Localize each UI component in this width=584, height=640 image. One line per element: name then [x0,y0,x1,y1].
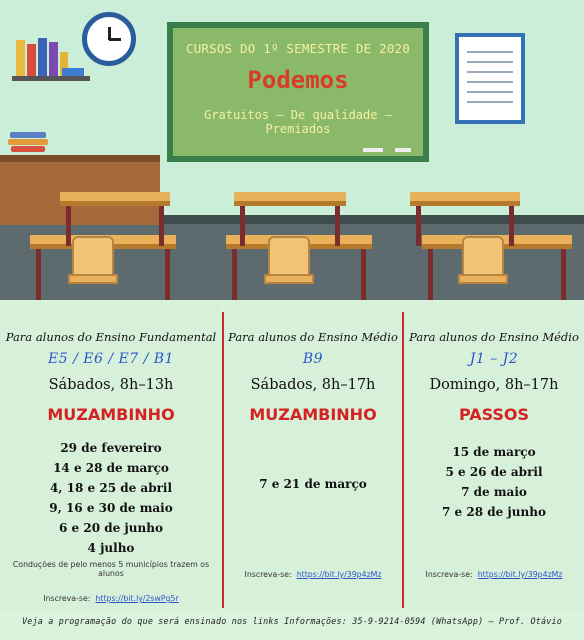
book [62,68,84,76]
column-medio-j [404,302,584,610]
signup-link[interactable]: https://bit.ly/2swPg5r [95,594,179,603]
signup-link[interactable]: https://bit.ly/39p4zMz [477,570,563,579]
board-subtitle: Gratuitos – De qualidade – Premiados [204,108,392,136]
schedule: Domingo, 8h–17h [429,377,559,393]
signup-label: Inscreva-se: [43,594,91,603]
date-item: 7 e 21 de março [259,477,367,491]
date-item: 29 de fevereiro [60,441,162,455]
book [16,40,25,76]
course-codes: J1 – J2 [469,351,519,367]
city-name: MUZAMBINHO [47,405,175,424]
date-item: 4 julho [87,541,135,555]
bookshelf [12,76,90,81]
schedule: Sábados, 8h–17h [250,377,376,393]
chalkboard [167,22,429,162]
signup-label: Inscreva-se: [244,570,292,579]
date-item: 9, 16 e 30 de maio [49,501,173,515]
schedule: Sábados, 8h–13h [48,377,174,393]
board-headline: Podemos [247,66,349,94]
course-codes: B9 [302,351,324,367]
date-list [224,474,402,494]
clock-icon [82,12,136,66]
audience-label: Para alunos do Ensino Fundamental [5,330,217,344]
date-item: 14 e 28 de março [53,461,169,475]
date-list [0,438,222,558]
transport-note: Conduções de pelo menos 5 municípios trazem os alunos [12,560,210,578]
column-fundamental [0,302,222,610]
column-medio-b9 [224,302,402,610]
signup-link[interactable]: https://bit.ly/39p4zMz [296,570,382,579]
city-name: MUZAMBINHO [249,405,377,424]
book [27,44,36,76]
book [49,42,58,76]
date-item: 4, 18 e 25 de abril [49,481,173,495]
date-item: 6 e 20 de junho [59,521,163,535]
footer-info: Veja a programação do que será ensinado nos links Informações: 35-9-9214-0594 (WhatsApp) – Prof. Otávio [22,616,562,626]
signup-label: Inscreva-se: [425,570,473,579]
date-item: 15 de março [452,445,536,459]
date-list [404,442,584,522]
notepad-icon [455,33,525,124]
book [38,38,47,76]
book-stack [10,132,46,138]
classroom-illustration [0,0,584,300]
audience-label: Para alunos do Ensino Médio [409,330,579,344]
date-item: 7 de maio [461,485,527,499]
date-item: 7 e 28 de junho [442,505,546,519]
course-codes: E5 / E6 / E7 / B1 [48,351,174,367]
audience-label: Para alunos do Ensino Médio [228,330,398,344]
city-name: PASSOS [458,405,530,424]
date-item: 5 e 26 de abril [445,465,543,479]
board-title: CURSOS DO 1º SEMESTRE DE 2020 [185,41,411,56]
teacher-desk [0,155,160,225]
